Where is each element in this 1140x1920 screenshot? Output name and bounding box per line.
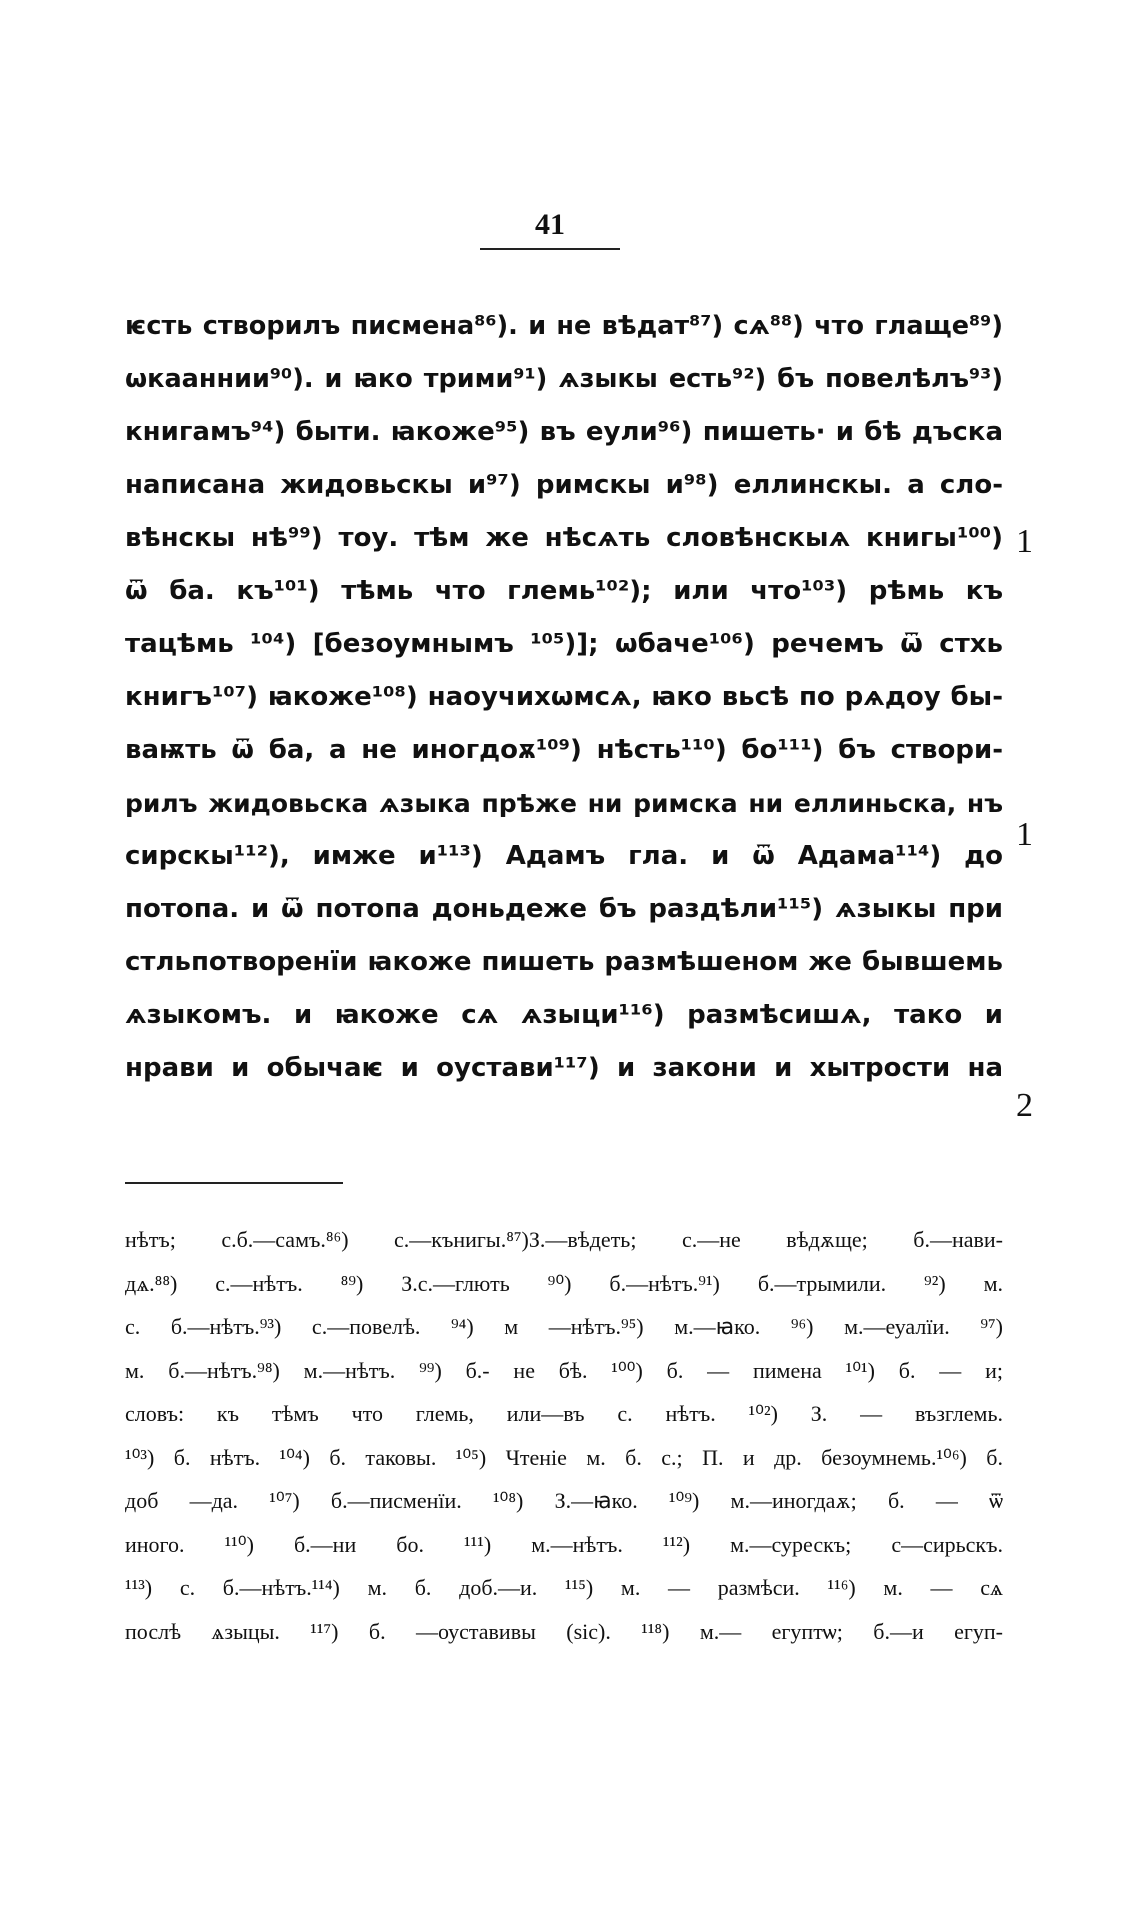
page-number: 41 xyxy=(535,208,565,241)
text-line: потопа. и ѿ потопа доньдеже бъ раздѣли¹¹⁵) ѧзыкы при xyxy=(125,894,1003,924)
footnote-line: иного. ¹¹⁰) б.—ни бо. ¹¹¹) м.—нѣтъ. ¹¹²) м.—сурескъ; с—сирьскъ. xyxy=(125,1531,1003,1557)
main-text xyxy=(125,300,1003,1095)
text-line: ѧзыкомъ. и ꙗкоже сѧ ѧзыци¹¹⁶) размѣсишѧ, тако и xyxy=(125,1000,1003,1030)
margin-number: 1 xyxy=(1016,523,1033,560)
text-line: ѡкааннии⁹⁰). и ꙗко трими⁹¹) ѧзыкы есть⁹²) бъ повелѣлъ⁹³) xyxy=(125,364,1003,394)
footnote-rule xyxy=(125,1182,343,1184)
text-line: написана жидовьскы и⁹⁷) римскы и⁹⁸) еллинскы. а сло- xyxy=(125,470,1003,500)
text-line: нрави и обычаѥ и оустави¹¹⁷) и закони и хытрости на xyxy=(125,1053,1003,1083)
footnote-line: послѣ ѧзыцы. ¹¹⁷) б. —оуставивы (sic). ¹¹⁸) м.— егуптѡ; б.—и егуп- xyxy=(125,1618,1003,1644)
text-line: рилъ жидовьска ѧзыка прѣже ни римска ни еллиньска, нъ xyxy=(125,789,1003,818)
footnote-line: с. б.—нѣтъ.⁹³) с.—повелѣ. ⁹⁴) м —нѣтъ.⁹⁵) м.—ꙗко. ⁹⁶) м.—еуалїи. ⁹⁷) xyxy=(125,1314,1003,1339)
text-line: тацѣмь ¹⁰⁴) [безоумнымъ ¹⁰⁵)]; ѡбаче¹⁰⁶) речемъ ѿ стхь xyxy=(125,629,1003,659)
footnote-line: ¹¹³) с. б.—нѣтъ.¹¹⁴) м. б. доб.—и. ¹¹⁵) м. — размѣси. ¹¹⁶) м. — сѧ xyxy=(125,1575,1003,1600)
margin-number: 1 xyxy=(1016,816,1033,853)
footnote-line: м. б.—нѣтъ.⁹⁸) м.—нѣтъ. ⁹⁹) б.- не бѣ. ¹⁰⁰) б. — пимена ¹⁰¹) б. — и; xyxy=(125,1357,1003,1383)
footnote-line: доб —да. ¹⁰⁷) б.—писменїи. ¹⁰⁸) З.—ꙗко. ¹⁰⁹) м.—иногдаѫ; б. — ѿ xyxy=(125,1488,1003,1513)
margin-number: 2 xyxy=(1016,1087,1033,1124)
footnote-line: дѧ.⁸⁸) с.—нѣтъ. ⁸⁹) З.с.—глють ⁹⁰) б.—нѣтъ.⁹¹) б.—трымили. ⁹²) м. xyxy=(125,1270,1003,1296)
text-line: вѣнскы нѣ⁹⁹) тоу. тѣм же нѣсѧть словѣнскыѧ книгы¹⁰⁰) xyxy=(125,523,1003,553)
footnote-line: словъ: къ тѣмъ что глемь, или—въ с. нѣтъ. ¹⁰²) З. — възглемь. xyxy=(125,1401,1003,1426)
footnote-line: ¹⁰³) б. нѣтъ. ¹⁰⁴) б. таковы. ¹⁰⁵) Чтеніе м. б. с.; П. и др. безоумнемь.¹⁰⁶) б. xyxy=(125,1444,1003,1470)
text-line: ваѭть ѿ ба, а не иногдоѫ¹⁰⁹) нѣсть¹¹⁰) бо¹¹¹) бъ створи- xyxy=(125,735,1003,765)
text-line: книгъ¹⁰⁷) ꙗкоже¹⁰⁸) наоучихѡмсѧ, ꙗко вьсѣ по рѧдоу бы- xyxy=(125,682,1003,712)
text-line: книгамъ⁹⁴) быти. ꙗкоже⁹⁵) въ еули⁹⁶) пишеть· и бѣ дъска xyxy=(125,417,1003,447)
text-line: стльпотворенїи ꙗкоже пишеть размѣшеном же бывшемь xyxy=(125,947,1003,977)
footnotes xyxy=(125,1218,1003,1653)
text-line: сирскы¹¹²), имже и¹¹³) Адамъ гла. и ѿ Адама¹¹⁴) до xyxy=(125,841,1003,871)
page-number-rule xyxy=(480,248,620,250)
text-line: ѥсть створилъ писмена⁸⁶). и не вѣдат⁸⁷) сѧ⁸⁸) что глаще⁸⁹) xyxy=(125,311,1003,341)
footnote-line: нѣтъ; с.б.—самъ.⁸⁶) с.—кънигы.⁸⁷)З.—вѣдеть; с.—не вѣдѫще; б.—нави- xyxy=(125,1227,1003,1252)
text-line: ѿ ба. къ¹⁰¹) тѣмь что глемь¹⁰²); или что¹⁰³) рѣмь къ xyxy=(125,576,1003,606)
